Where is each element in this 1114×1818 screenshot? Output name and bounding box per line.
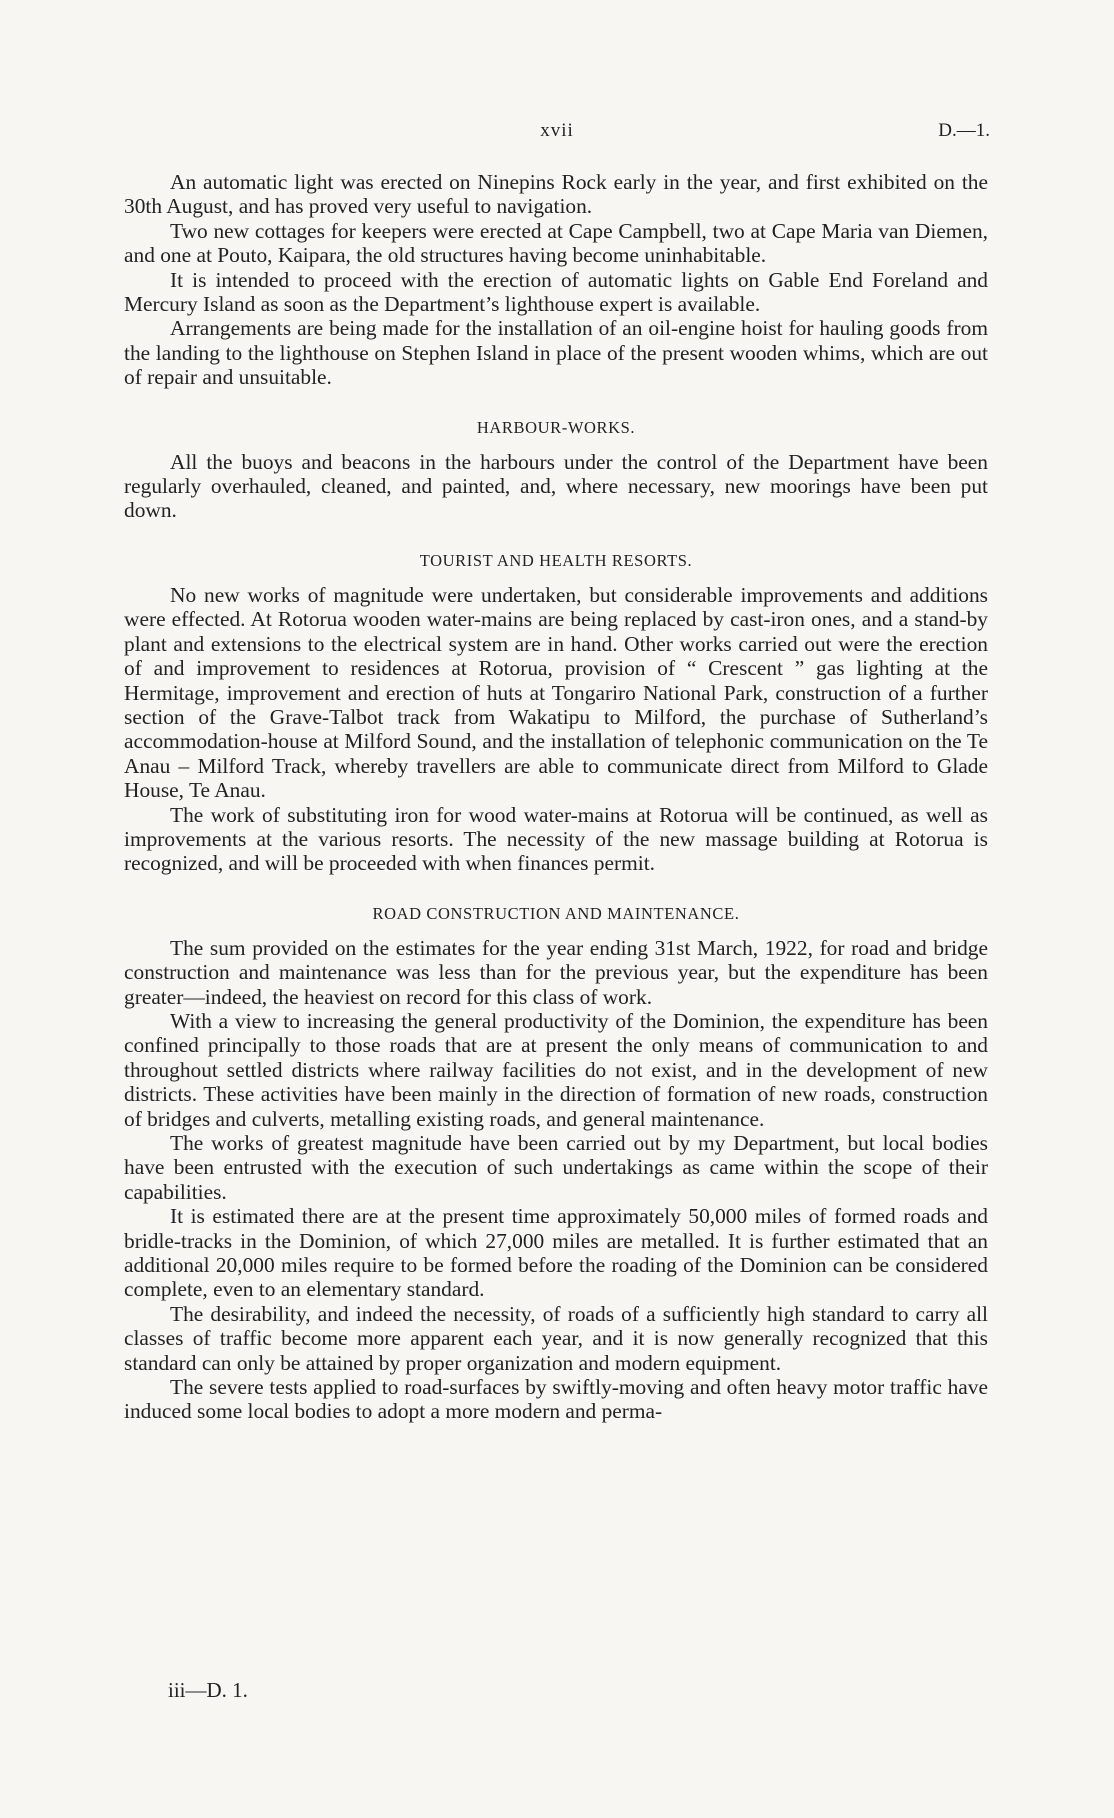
signature-mark: iii—D. 1. — [168, 1678, 248, 1702]
paragraph: It is estimated there are at the present time approximately 50,000 miles of formed roads and bridle-tracks in the Dominion, of which 27,000 miles are metalled. It is further estimated that an additional 20,000 miles require to be formed before the roading of the Dominion can be considered complete, even to an elementary standard. — [124, 1204, 988, 1302]
section-heading: ROAD CONSTRUCTION AND MAINTENANCE. — [372, 903, 740, 923]
section-heading: HARBOUR-WORKS. — [476, 417, 636, 437]
paragraph: No new works of magnitude were undertaken, but considerable improvements and additions were effected. At Rotorua wooden water-mains are being replaced by cast-iron ones, and a stand-by plant and extensions to the electrical system are in hand. Other works carried out were the erection of and improvement to residences at Rotorua, provision of “ Crescent ” gas lighting at the Hermitage, improvement and erection of huts at Tongariro National Park, construction of a further section of the Grave-Talbot track from Wakatipu to Milford, the purchase of Sutherland’s accommodation-house at Milford Sound, and the installation of telephonic communication on the Te Anau – Milford Track, whereby travellers are able to communicate direct from Milford to Glade House, Te Anau. — [124, 582, 988, 803]
document-reference: D.—1. — [938, 120, 990, 141]
paragraph: All the buoys and beacons in the harbours under the control of the Department have been regularly overhauled, cleaned, and painted, and, where necessary, new moorings have been put down. — [124, 449, 988, 523]
page-header — [124, 120, 990, 150]
paragraph: The desirability, and indeed the necessity, of roads of a sufficiently high standard to carry all classes of traffic become more apparent each year, and it is now generally recognized that this standard can only be attained by proper organization and modern equipment. — [124, 1301, 988, 1375]
section-heading: TOURIST AND HEALTH RESORTS. — [419, 550, 693, 570]
paragraph: With a view to increasing the general productivity of the Dominion, the expenditure has been confined principally to those roads that are at present the only means of communication to and throughout settled districts where railway facilities do not exist, and in the development of new districts. These activities have been mainly in the direction of formation of new roads, construction of bridges and culverts, metalling existing roads, and general maintenance. — [124, 1008, 988, 1131]
paragraph: The sum provided on the estimates for the year ending 31st March, 1922, for road and bridge construction and maintenance was less than for the previous year, but the expenditure has been greater—indeed, the heaviest on record for this class of work. — [124, 935, 988, 1009]
paragraph: It is intended to proceed with the erection of automatic lights on Gable End Foreland and Mercury Island as soon as the Department’s lighthouse expert is available. — [124, 267, 988, 317]
paragraph: An automatic light was erected on Ninepins Rock early in the year, and first exhibited on the 30th August, and has proved very useful to navigation. — [124, 170, 988, 219]
body-text — [124, 170, 988, 1424]
paragraph: The severe tests applied to road-surfaces by swiftly-moving and often heavy motor traffic have induced some local bodies to adopt a more modern and perma- — [124, 1375, 988, 1424]
paragraph: Two new cottages for keepers were erected at Cape Campbell, two at Cape Maria van Diemen, and one at Pouto, Kaipara, the old structures having become uninhabitable. — [124, 218, 988, 268]
paragraph: The work of substituting iron for wood water-mains at Rotorua will be continued, as well as improvements at the various resorts. The necessity of the new massage building at Rotorua is recognized, and will be proceeded with when finances permit. — [124, 802, 988, 876]
paragraph: Arrangements are being made for the installation of an oil-engine hoist for hauling goods from the landing to the lighthouse on Stephen Island in place of the present wooden whims, which are out of repair and unsuitable. — [124, 316, 988, 390]
paragraph: The works of greatest magnitude have been carried out by my Department, but local bodies have been entrusted with the execution of such undertakings as came within the scope of their capabilities. — [124, 1131, 988, 1204]
page-number: xvii — [540, 120, 574, 141]
